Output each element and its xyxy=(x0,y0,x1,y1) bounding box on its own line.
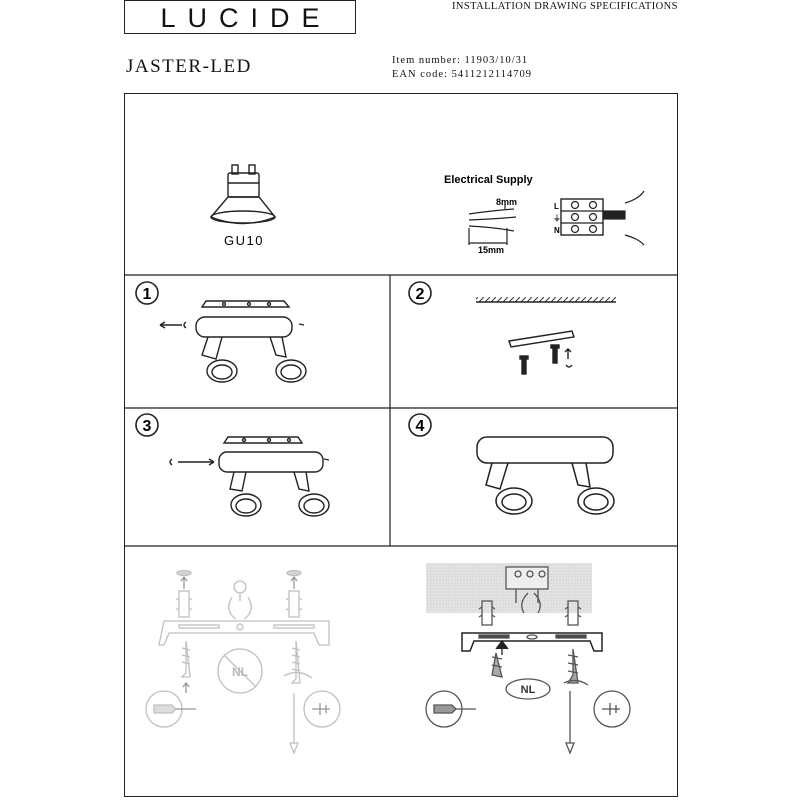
strip-length-label: 8mm xyxy=(496,197,518,207)
step-badge-2 xyxy=(409,282,431,304)
panel-grid xyxy=(124,275,678,546)
ean-code: EAN code: 5411212114709 xyxy=(392,69,533,80)
spec-heading: INSTALLATION DRAWING SPECIFICATIONS xyxy=(452,1,678,12)
terminal-earth: ⏚ xyxy=(553,214,561,223)
gu10-label: GU10 xyxy=(224,233,264,248)
svg-text:4: 4 xyxy=(415,418,425,435)
installation-drawing xyxy=(124,93,678,797)
electrical-supply-label: Electrical Supply xyxy=(444,174,533,186)
step-badge-3 xyxy=(136,414,158,436)
svg-text:3: 3 xyxy=(142,418,152,435)
step2-bracket-icon xyxy=(476,297,616,374)
nl-mark-right: NL xyxy=(520,684,536,696)
nl-mark-left: NL xyxy=(232,665,248,679)
step1-fixture-icon xyxy=(160,301,306,382)
svg-text:2: 2 xyxy=(415,286,425,303)
lucide-logo: LUCIDE xyxy=(124,0,356,34)
gu10-lamp-icon xyxy=(211,165,275,224)
terminal-n: N xyxy=(554,226,560,235)
svg-text:1: 1 xyxy=(142,286,152,303)
terminal-l: L xyxy=(554,202,559,211)
product-name: JASTER-LED xyxy=(126,56,252,77)
item-number: Item number: 11903/10/31 xyxy=(392,55,529,66)
wall-mount-right-icon xyxy=(426,563,630,753)
insulation-length-label: 15mm xyxy=(478,245,505,255)
step3-fixture-icon xyxy=(170,437,329,516)
step-badge-4 xyxy=(409,414,431,436)
step4-fixture-icon xyxy=(477,437,614,514)
step-badge-1 xyxy=(136,282,158,304)
wall-mount-left-icon xyxy=(146,571,340,754)
